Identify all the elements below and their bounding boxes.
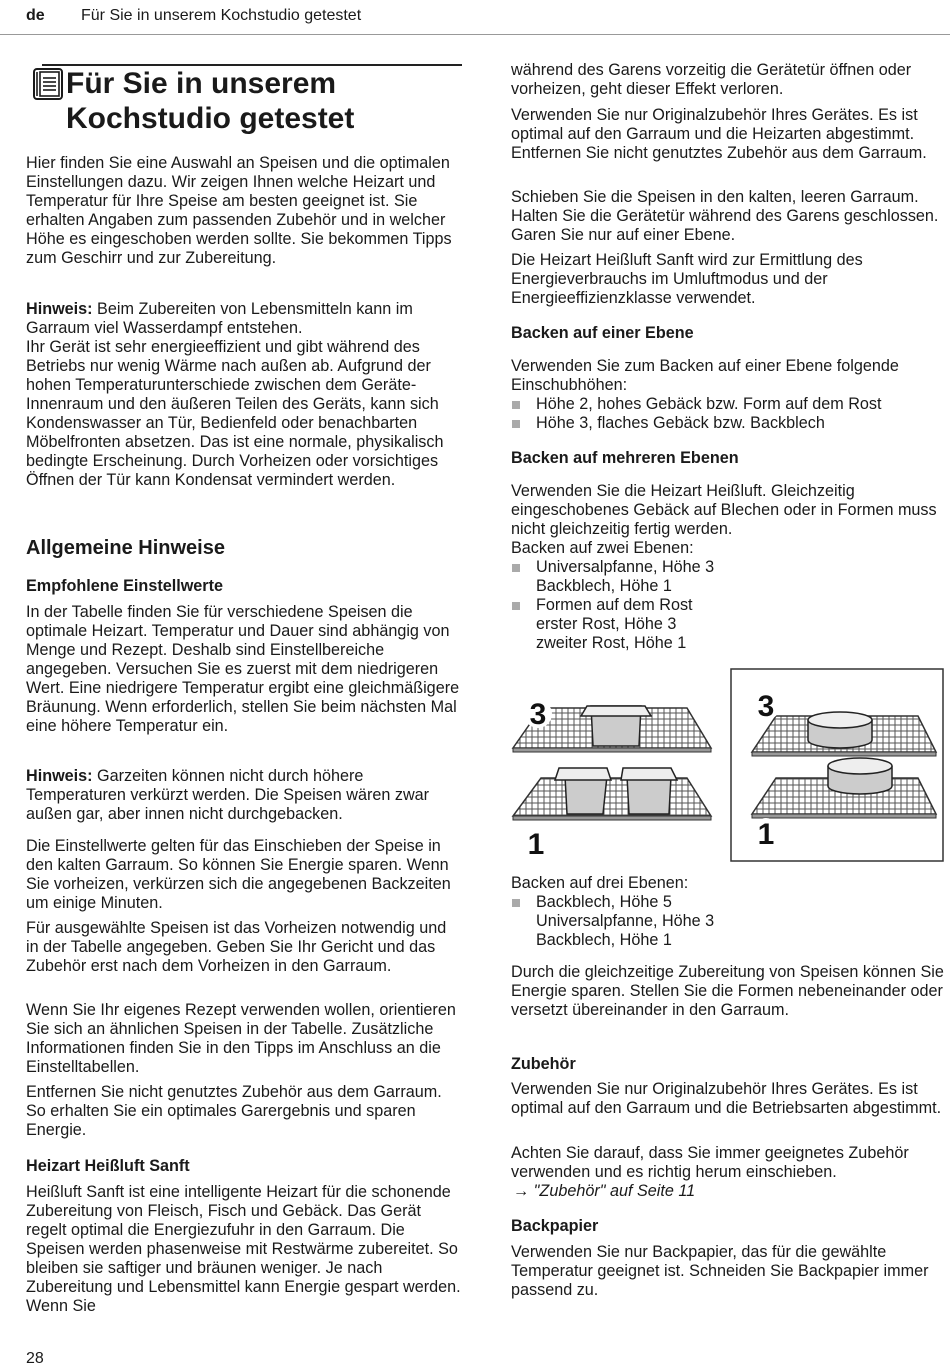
paragraph-gleichzeitig: Durch die gleichzeitige Zubereitung von Speisen können Sie Energie sparen. Stellen Sie die Formen nebeneinander oder versetzt übereinander in den Garraum. <box>511 963 944 1019</box>
subheading-zubehoer: Zubehör <box>511 1055 576 1073</box>
note-label: Hinweis: <box>26 767 93 785</box>
paragraph-originalzubehoer: Verwenden Sie nur Originalzubehör Ihres Gerätes. Es ist optimal auf den Garraum und die Heizarten abgestimmt. Entfernen Sie nicht genutztes Zubehör aus dem Garraum. <box>511 106 927 162</box>
paragraph-energieverbrauch: Die Heizart Heißluft Sanft wird zur Ermittlung des Energieverbrauchs im Umluftmodus und der Energieeffizienzklasse verwendet. <box>511 251 863 307</box>
note-label: Hinweis: <box>26 300 93 318</box>
paragraph-zubehoer-entfernen: Entfernen Sie nicht genutztes Zubehör aus dem Garraum. So erhalten Sie ein optimales Garergebnis und sparen Energie. <box>26 1083 442 1139</box>
language-code: de <box>26 7 45 24</box>
note-text: Beim Zubereiten von Lebensmitteln kann im Garraum viel Wasserdampf entstehen. <box>26 300 413 337</box>
level-label: 3 <box>529 698 547 731</box>
subheading-backpapier: Backpapier <box>511 1217 599 1235</box>
subheading-backen-eine-ebene: Backen auf einer Ebene <box>511 324 694 342</box>
level-label: 1 <box>757 818 775 851</box>
paragraph-zubehoer: Verwenden Sie nur Originalzubehör Ihres Gerätes. Es ist optimal auf den Garraum und die Betriebsarten abgestimmt. <box>511 1080 942 1117</box>
paragraph-vorheizen: Für ausgewählte Speisen ist das Vorheizen notwendig und in der Tabelle angegeben. Geben Sie Ihr Gericht und das Zubehör erst nach dem Vorheizen in den Garraum. <box>26 919 447 975</box>
paragraph-achten-text: Achten Sie darauf, dass Sie immer geeignetes Zubehör verwenden und es richtig herum einschieben. <box>511 1144 909 1181</box>
paragraph-empfohlene: In der Tabelle finden Sie für verschiedene Speisen die optimale Heizart. Temperatur und Dauer sind abhängig von Menge und Rezept. Deshalb sind Einstellbereiche angegeben. Versuchen Sie es zuerst mit dem niedrigeren Wert. Eine niedrigere Temperatur ergibt eine gleichmäßigere Bräunung. Wenn erforderlich, stellen Sie beim nächsten Mal eine höhere Temperatur ein. <box>26 603 460 735</box>
springform-bottom <box>828 758 892 794</box>
paragraph-kalter-garraum: Schieben Sie die Speisen in den kalten, leeren Garraum. Halten Sie die Gerätetür während des Garens geschlossen. Garen Sie nur auf einer Ebene. <box>511 188 939 244</box>
note-condensation <box>26 300 462 490</box>
label-zwei-ebenen: Backen auf zwei Ebenen: <box>511 539 694 557</box>
list-item <box>511 558 945 596</box>
paragraph-mehrere-ebenen: Verwenden Sie die Heizart Heißluft. Gleichzeitig eingeschobenes Gebäck auf Blechen oder in Formen muss nicht gleichzeitig fertig werden. <box>511 482 937 538</box>
list-line: Universalpfanne, Höhe 3 <box>536 558 715 576</box>
paragraph-continued: während des Garens vorzeitig die Gerätetür öffnen oder vorheizen, geht dieser Effekt verloren. <box>511 61 912 98</box>
paragraph-achten <box>511 1144 945 1201</box>
list-line: Backblech, Höhe 1 <box>536 931 672 949</box>
label-drei-ebenen: Backen auf drei Ebenen: <box>511 874 689 892</box>
page-number: 28 <box>26 1350 44 1367</box>
list-zwei-ebenen <box>511 558 945 653</box>
list-line: erster Rost, Höhe 3 <box>536 615 677 633</box>
note-garzeiten <box>26 767 462 824</box>
page-title <box>66 66 466 136</box>
list-line: Backblech, Höhe 5 <box>536 893 672 911</box>
rack-bottom <box>513 778 711 820</box>
list-item: Höhe 3, flaches Gebäck bzw. Backblech <box>511 414 945 433</box>
list-line: Backblech, Höhe 1 <box>536 577 672 595</box>
level-label: 1 <box>527 828 545 861</box>
cross-reference-link[interactable] <box>511 1182 945 1201</box>
subheading-empfohlene-einstellwerte: Empfohlene Einstellwerte <box>26 577 223 595</box>
paragraph-heizart: Heißluft Sanft ist eine intelligente Heizart für die schonende Zubereitung von Fleisch, Fisch und Gebäck. Das Gerät regelt optimal die Energiezufuhr in den Garraum. Die Speisen werden phasenweise mit Restwärme zubereitet. So bleiben sie saftiger und bräunen weniger. Je nach Zubereitung und Lebensmittel kann Energie gespart werden. Wenn Sie <box>26 1183 461 1315</box>
arrow-right-icon: → <box>513 1182 530 1200</box>
list-line: Universalpfanne, Höhe 3 <box>536 912 715 930</box>
paragraph-eine-ebene: Verwenden Sie zum Backen auf einer Ebene folgende Einschubhöhen: <box>511 357 899 394</box>
page-title-line-2: Kochstudio getestet <box>66 102 355 135</box>
book-icon <box>33 68 63 100</box>
section-heading-allgemeine-hinweise: Allgemeine Hinweise <box>26 537 225 559</box>
list-einschubhoehen <box>511 395 945 433</box>
header-divider <box>0 34 950 35</box>
cross-reference-text: "Zubehör" auf Seite 11 <box>529 1182 696 1200</box>
list-line: zweiter Rost, Höhe 1 <box>536 634 687 652</box>
list-item: Höhe 2, hohes Gebäck bzw. Form auf dem Rost <box>511 395 945 414</box>
running-header-title: Für Sie in unserem Kochstudio getestet <box>81 7 362 24</box>
figure-two-levels-pans <box>511 668 727 864</box>
page-title-line-1: Für Sie in unserem <box>66 67 337 100</box>
list-item <box>511 893 945 950</box>
intro-paragraph: Hier finden Sie eine Auswahl an Speisen und die optimalen Einstellungen dazu. Wir zeigen Ihnen welche Heizart und Temperatur für Ihre Speise am besten geeignet ist. Sie erhalten Angaben zum passenden Zubehör und in welcher Höhe es eingeschoben werden sollte. Sie bekommen Tipps zum Geschirr und zur Zubereitung. <box>26 154 452 267</box>
list-drei-ebenen <box>511 893 945 950</box>
paragraph-eigenes-rezept: Wenn Sie Ihr eigenes Rezept verwenden wollen, orientieren Sie sich an ähnlichen Speisen in der Tabelle. Zusätzliche Informationen finden Sie in den Tipps im Anschluss an die Einstelltabellen. <box>26 1001 456 1076</box>
paragraph-backpapier: Verwenden Sie nur Backpapier, das für die gewählte Temperatur geeignet ist. Schneiden Sie Backpapier immer passend zu. <box>511 1243 929 1299</box>
note-text-continued: Ihr Gerät ist sehr energieeffizient und gibt während des Betriebs nur wenig Wärme nach außen ab. Aufgrund der hohen Temperaturunterschiede zwischen dem Geräte-Innenraum und den äußeren Teilen des Geräts, kann sich Kondenswasser an Tür, Bedienfeld oder benachbarten Möbelfronten absetzen. Das ist eine normale, physikalisch bedingte Erscheinung. Durch Vorheizen oder vorsichtiges Öffnen der Tür kann Kondensat vermindert werden. <box>26 338 444 489</box>
subheading-heizart: Heizart Heißluft Sanft <box>26 1157 190 1175</box>
list-line: Formen auf dem Rost <box>536 596 693 614</box>
note-text: Garzeiten können nicht durch höhere Temperaturen verkürzt werden. Die Speisen wären zwar außen gar, aber innen nicht durchgebacken. <box>26 767 430 823</box>
loaf-pan-bottom-2 <box>621 768 677 814</box>
list-item <box>511 596 945 653</box>
level-label: 3 <box>757 690 775 723</box>
subheading-backen-mehrere-ebenen: Backen auf mehreren Ebenen <box>511 449 739 467</box>
figure-two-levels-springforms <box>730 668 944 862</box>
springform-top <box>808 712 872 748</box>
paragraph-einstellwerte: Die Einstellwerte gelten für das Einschieben der Speise in den kalten Garraum. So können Sie Energie sparen. Wenn Sie vorheizen, verkürzen sich die angegebenen Backzeiten um einige Minuten. <box>26 837 451 912</box>
